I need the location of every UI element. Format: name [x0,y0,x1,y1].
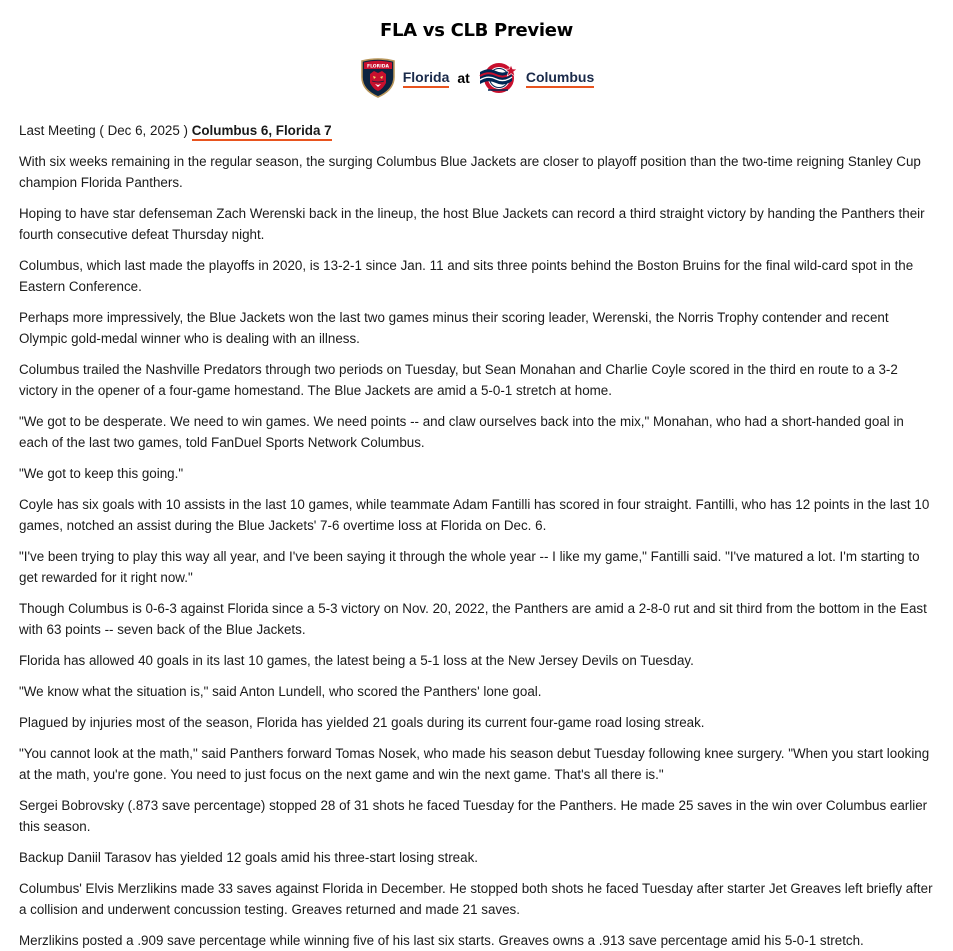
article-paragraph: Columbus, which last made the playoffs in 2020, is 13-2-1 since Jan. 11 and sits three points behind the Boston Bruins for the final wild-card spot in the Eastern Conference. [19,258,914,294]
article-paragraph: "I've been trying to play this way all year, and I've been saying it through the whole year -- I like my game," Fantilli said. "I've matured a lot. I'm starting to get rewarded for it right now." [19,549,920,585]
article-body [19,151,934,951]
article-paragraph: Backup Daniil Tarasov has yielded 12 goals amid his three-start losing streak. [19,850,478,865]
last-meeting-label: Last Meeting ( Dec 6, 2025 ) [19,123,188,138]
article-paragraph: With six weeks remaining in the regular season, the surging Columbus Blue Jackets are closer to playoff position than the two-time reigning Stanley Cup champion Florida Panthers. [19,154,921,190]
at-connector: at [457,70,470,86]
article-paragraph: Perhaps more impressively, the Blue Jackets won the last two games minus their scoring leader, Werenski, the Norris Trophy contender and recent Olympic gold-medal winner who is dealing with an illness. [19,310,889,346]
article-paragraph: "We got to be desperate. We need to win games. We need points -- and claw ourselves back into the mix," Monahan, who had a short-handed goal in each of the last two games, told FanDuel Sports Network Columbus. [19,414,904,450]
article-paragraph: Though Columbus is 0-6-3 against Florida since a 5-3 victory on Nov. 20, 2022, the Panthers are amid a 2-8-0 rut and sit third from the bottom in the East with 63 points -- seven back of the Blue Jackets. [19,601,927,637]
svg-text:FLORIDA: FLORIDA [366,64,389,70]
article-paragraph: Coyle has six goals with 10 assists in the last 10 games, while teammate Adam Fantilli has scored in four straight. Fantilli, who has 12 points in the last 10 games, notched an assist during the Blue Jackets' 7-6 overtime loss at Florida on Dec. 6. [19,497,930,533]
article-paragraph: "We know what the situation is," said Anton Lundell, who scored the Panthers' lone goal. [19,684,542,699]
article-paragraph: "We got to keep this going." [19,466,184,481]
last-meeting-result-link[interactable]: Columbus 6, Florida 7 [192,123,332,141]
matchup-header [19,57,934,99]
article-paragraph: "You cannot look at the math," said Panthers forward Tomas Nosek, who made his season debut Tuesday following knee surgery. "When you start looking at the math, you're gone. You need to just focus on the next game and win the next game. That's all there is." [19,746,930,782]
columbus-blue-jackets-logo-icon[interactable] [478,57,520,99]
florida-panthers-logo-icon[interactable] [359,57,397,99]
article-paragraph: Columbus' Elvis Merzlikins made 33 saves against Florida in December. He stopped both shots he faced Tuesday after starter Jet Greaves left briefly after a collision and underwent concussion testing. Greaves returned and made 21 saves. [19,881,933,917]
article-paragraph: Merzlikins posted a .909 save percentage while winning five of his last six starts. Greaves owns a .913 save percentage amid his 5-0-1 stretch. [19,933,864,948]
article-paragraph: Sergei Bobrovsky (.873 save percentage) stopped 28 of 31 shots he faced Tuesday for the Panthers. He made 25 saves in the win over Columbus earlier this season. [19,798,928,834]
florida-team-link[interactable]: Florida [403,69,450,88]
article-paragraph: Hoping to have star defenseman Zach Werenski back in the lineup, the host Blue Jackets can record a third straight victory by handing the Panthers their fourth consecutive defeat Thursday night. [19,206,925,242]
columbus-team-link[interactable]: Columbus [526,69,594,88]
last-meeting-line [19,121,934,141]
article-paragraph: Florida has allowed 40 goals in its last 10 games, the latest being a 5-1 loss at the New Jersey Devils on Tuesday. [19,653,694,668]
article-paragraph: Plagued by injuries most of the season, Florida has yielded 21 goals during its current four-game road losing streak. [19,715,705,730]
article-paragraph: Columbus trailed the Nashville Predators through two periods on Tuesday, but Sean Monahan and Charlie Coyle scored in the third en route to a 3-2 victory in the opener of a four-game homestand. The Blue Jackets are amid a 5-0-1 stretch at home. [19,362,898,398]
page-title: FLA vs CLB Preview [380,20,573,41]
